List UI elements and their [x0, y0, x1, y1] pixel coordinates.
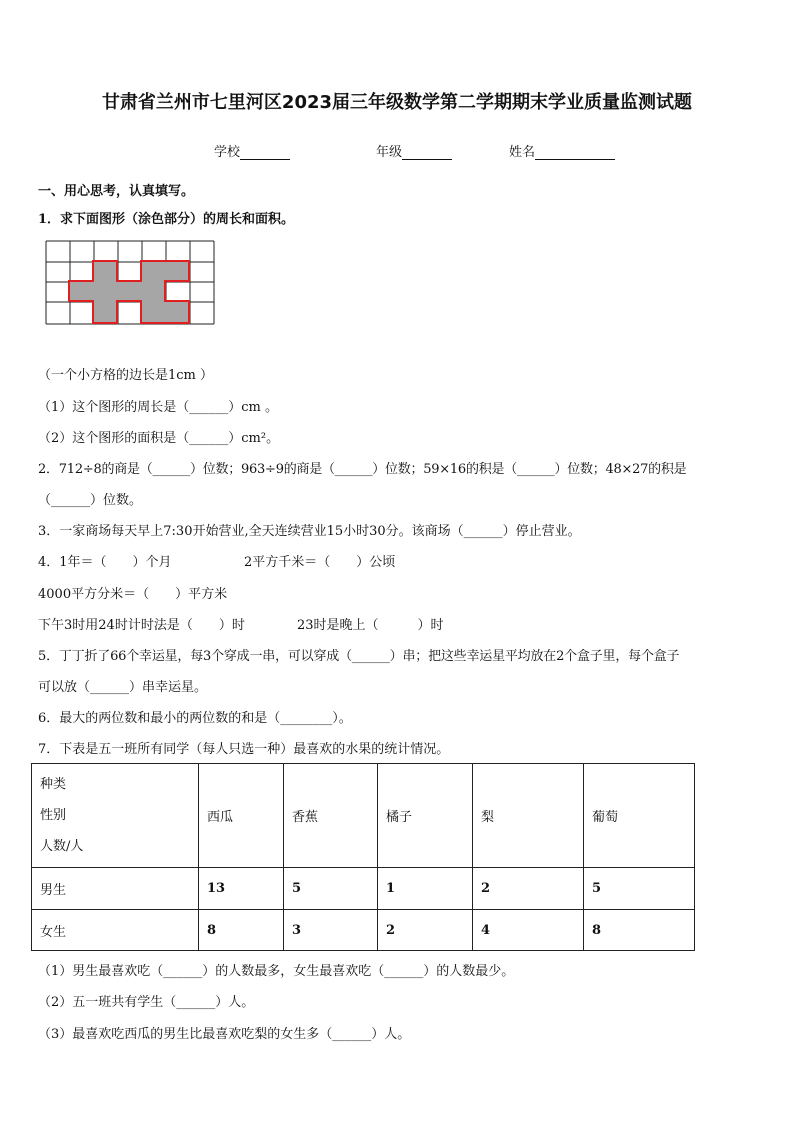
- grade-label: 年级: [376, 145, 403, 160]
- header-gender: 性别: [40, 808, 67, 823]
- question-7-part-1: （1）男生最喜欢吃（______）的人数最多，女生最喜欢吃（______）的人数最少。: [38, 964, 515, 979]
- fruit-header-banana: 香蕉: [284, 764, 378, 868]
- table-cell: 5: [284, 868, 378, 910]
- table-cell: 2: [473, 868, 584, 910]
- question-7-part-2: （2）五一班共有学生（______）人。: [38, 995, 255, 1010]
- school-field[interactable]: [214, 141, 290, 160]
- question-4-d: 下午3时用24时计时法是（ ）时: [38, 618, 245, 633]
- table-cell: 13: [199, 868, 284, 910]
- name-label: 姓名: [509, 145, 536, 160]
- fruit-header-watermelon: 西瓜: [199, 764, 284, 868]
- table-row: [32, 910, 695, 951]
- table-header-row: [32, 764, 695, 868]
- fruit-stats-table: [31, 763, 695, 951]
- question-1-part-1: （1）这个图形的周长是（______）cm 。: [38, 400, 279, 415]
- fruit-header-grape: 葡萄: [584, 764, 695, 868]
- question-1-note: （一个小方格的边长是1cm ）: [38, 368, 214, 383]
- name-blank[interactable]: [535, 146, 615, 160]
- table-cell: 5: [584, 868, 695, 910]
- header-category: 种类: [40, 777, 67, 792]
- question-5-line-1: 5．丁丁折了66个幸运星，每3个穿成一串，可以穿成（______）串；把这些幸运星平均放在2个盒子里，每个盒子: [38, 649, 680, 664]
- grade-field[interactable]: [376, 141, 452, 160]
- question-3: 3．一家商场每天早上7:30开始营业,全天连续营业15小时30分。该商场（______）停止营业。: [38, 524, 581, 539]
- table-cell: 2: [378, 910, 473, 951]
- table-cell: 3: [284, 910, 378, 951]
- question-4-b: 2平方千米＝（ ）公顷: [244, 555, 396, 570]
- grade-blank[interactable]: [402, 146, 452, 160]
- question-4-e: 23时是晚上（ ）时: [297, 618, 444, 633]
- shape-figure: [45, 240, 217, 348]
- question-1-part-2: （2）这个图形的面积是（______）cm²。: [38, 431, 280, 446]
- question-2-line-1: 2．712÷8的商是（______）位数；963÷9的商是（______）位数；59×16的积是（______）位数；48×27的积是: [38, 462, 687, 477]
- school-label: 学校: [214, 145, 241, 160]
- table-cell: 4: [473, 910, 584, 951]
- question-7-stem: 7．下表是五一班所有同学（每人只选一种）最喜欢的水果的统计情况。: [38, 742, 450, 757]
- school-blank[interactable]: [240, 146, 290, 160]
- section-heading: 一、用心思考，认真填写。: [38, 184, 195, 199]
- table-cell: 8: [584, 910, 695, 951]
- question-2-line-2: （______）位数。: [38, 493, 143, 508]
- grid-figure-svg: [45, 240, 217, 344]
- page-title: 甘肃省兰州市七里河区2023届三年级数学第二学期期末学业质量监测试题: [101, 92, 693, 113]
- question-5-line-2: 可以放（______）串幸运星。: [38, 680, 208, 695]
- question-4-c: 4000平方分米＝（ ）平方米: [38, 587, 228, 602]
- question-4-a: 4．1年＝（ ）个月: [38, 555, 172, 570]
- table-cell: 8: [199, 910, 284, 951]
- fruit-header-orange: 橘子: [378, 764, 473, 868]
- table-cell: 1: [378, 868, 473, 910]
- shaded-shape: [69, 261, 189, 323]
- table-corner-header: [32, 764, 199, 868]
- question-1-stem: 1．求下面图形（涂色部分）的周长和面积。: [38, 212, 295, 227]
- question-7-part-3: （3）最喜欢吃西瓜的男生比最喜欢吃梨的女生多（______）人。: [38, 1027, 411, 1042]
- row-label-boys: 男生: [32, 868, 199, 910]
- fruit-header-pear: 梨: [473, 764, 584, 868]
- row-label-girls: 女生: [32, 910, 199, 951]
- table-row: [32, 868, 695, 910]
- header-count: 人数/人: [40, 839, 84, 854]
- question-6: 6．最大的两位数和最小的两位数的和是（________）。: [38, 711, 352, 726]
- name-field[interactable]: [509, 141, 615, 160]
